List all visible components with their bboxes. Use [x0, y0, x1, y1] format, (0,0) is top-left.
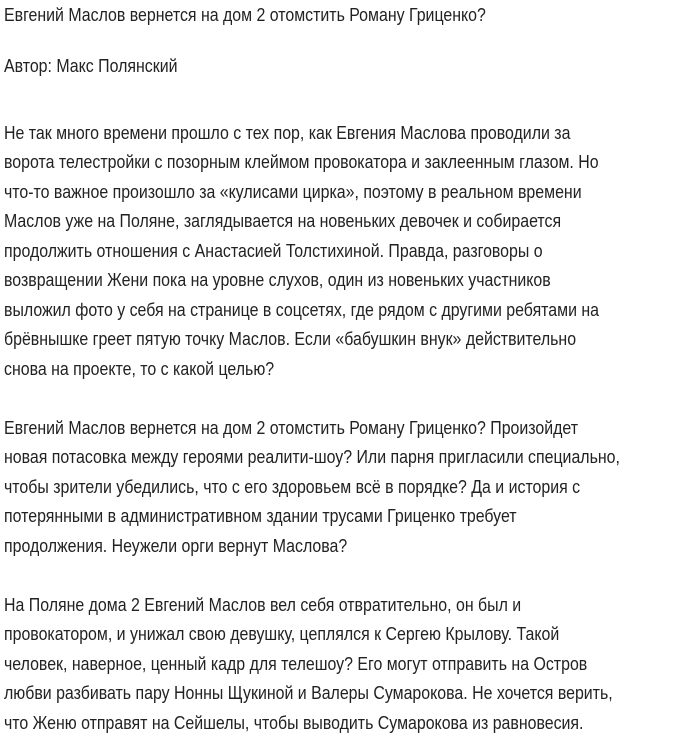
article-line: потерянными в административном здании трусами Гриценко требует [4, 505, 517, 526]
article-line: Евгений Маслов вернется на дом 2 отомстить Роману Гриценко? Произойдет [4, 417, 579, 438]
article-line: снова на проекте, то с какой целью? [4, 358, 275, 379]
article-line: человек, наверное, ценный кадр для телешоу? Его могут отправить на Остров [4, 653, 588, 674]
article-author: Автор: Макс Полянский [4, 55, 178, 76]
article-line: что Женю отправят на Сейшелы, чтобы выводить Сумарокова из равновесия. [4, 712, 584, 733]
article-line: На Поляне дома 2 Евгений Маслов вел себя отвратительно, он был и [4, 594, 522, 615]
article-line: провокатором, и унижал свою девушку, цеплялся к Сергею Крылову. Такой [4, 623, 560, 644]
article-line: продолжения. Неужели орги вернут Маслова? [4, 535, 348, 556]
article-title: Евгений Маслов вернется на дом 2 отомстить Роману Гриценко? [4, 4, 486, 25]
article-line: чтобы зрители убедились, что с его здоровьем всё в порядке? Да и история с [4, 476, 581, 497]
article-line: ворота телестройки с позорным клеймом провокатора и заклеенным глазом. Но [4, 151, 599, 172]
article-line: Не так много времени прошло с тех пор, как Евгения Маслова проводили за [4, 122, 571, 143]
article-line: продолжить отношения с Анастасией Толстихиной. Правда, разговоры о [4, 240, 543, 261]
article-line: брёвнышке греет пятую точку Маслов. Если «бабушкин внук» действительно [4, 328, 577, 349]
article-line: любви разбивать пару Нонны Щукиной и Валеры Сумарокова. Не хочется верить, [4, 682, 613, 703]
article-line: выложил фото у себя на странице в соцсетях, где рядом с другими ребятами на [4, 299, 600, 320]
article-line: возвращении Жени пока на уровне слухов, один из новеньких участников [4, 269, 551, 290]
article-line: Маслов уже на Поляне, заглядывается на новеньких девочек и собирается [4, 210, 562, 231]
article-line: что-то важное произошло за «кулисами цирка», поэтому в реальном времени [4, 181, 582, 202]
article-line: новая потасовка между героями реалити-шоу? Или парня пригласили специально, [4, 446, 620, 467]
